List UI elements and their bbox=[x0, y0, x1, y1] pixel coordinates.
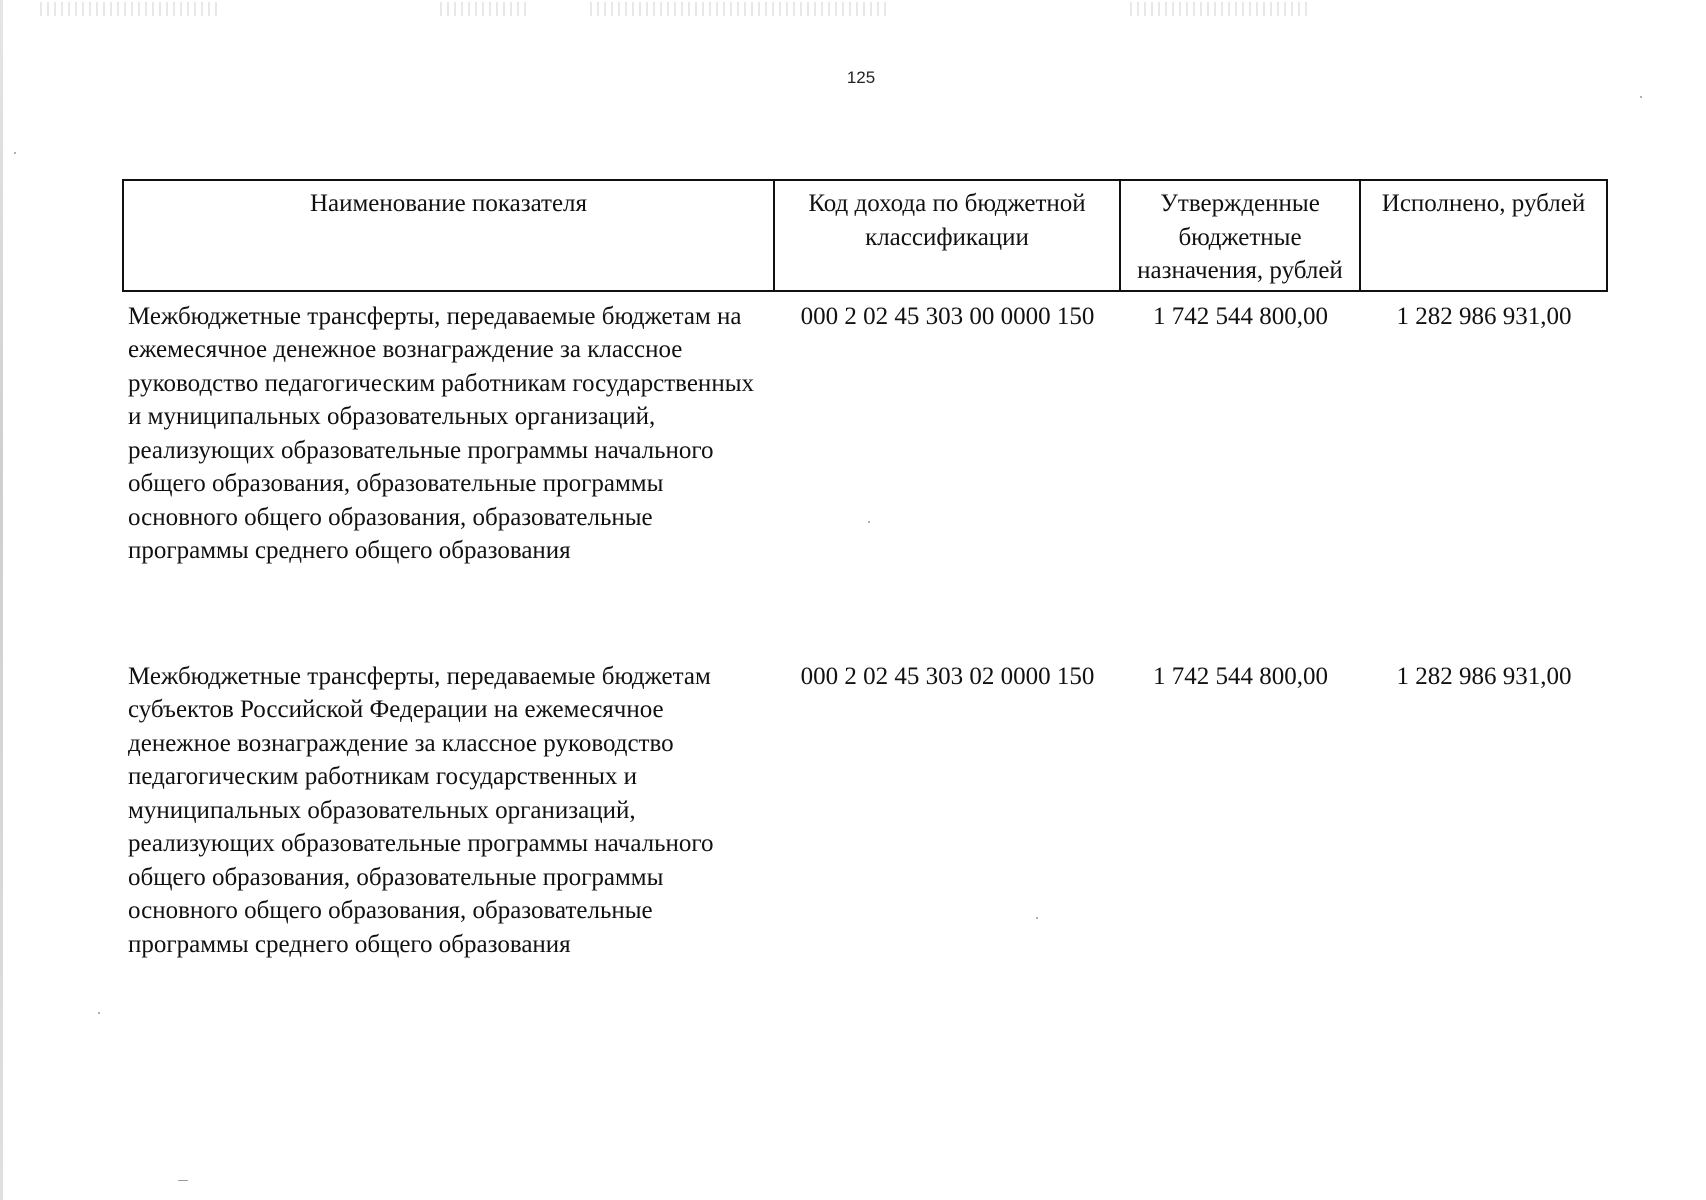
table-row bbox=[123, 652, 1607, 962]
income-code-cell: 000 2 02 45 303 02 0000 150 bbox=[800, 662, 1095, 690]
indicator-name-cell: Межбюджетные трансферты, передаваемые бюджетам субъектов Российской Федерации на ежемесячное денежное вознаграждение за классное руководство педагогическим работникам государственных и муниципальных образовательных организаций, реализующих образовательные программы начального общего образования, образовательные программы основного общего образования, образовательные программы среднего общего образования bbox=[128, 662, 714, 958]
header-executed: Исполнено, рублей bbox=[1360, 180, 1607, 291]
table-row bbox=[123, 291, 1607, 652]
header-indicator-name: Наименование показателя bbox=[123, 180, 774, 291]
header-approved-appropriations: Утвержденные бюджетные назначения, рублей bbox=[1120, 180, 1360, 291]
scan-speck bbox=[1640, 96, 1642, 98]
scan-noise-top bbox=[40, 2, 220, 16]
executed-amount-cell: 1 282 986 931,00 bbox=[1396, 302, 1572, 330]
scan-speck bbox=[178, 1180, 188, 1181]
income-code-cell: 000 2 02 45 303 00 0000 150 bbox=[800, 302, 1095, 330]
scan-noise-top bbox=[590, 2, 890, 16]
page-number: 125 bbox=[846, 68, 876, 87]
approved-amount-cell: 1 742 544 800,00 bbox=[1153, 662, 1328, 690]
table-header-row bbox=[123, 180, 1607, 291]
scan-noise-top bbox=[440, 2, 530, 16]
indicator-name-cell: Межбюджетные трансферты, передаваемые бюджетам на ежемесячное денежное вознаграждение за классное руководство педагогическим работникам государственных и муниципальных образовательных организаций, реализующих образовательные программы начального общего образования, образовательные программы основного общего образования, образовательные программы среднего общего образования bbox=[128, 302, 754, 564]
approved-amount-cell: 1 742 544 800,00 bbox=[1153, 302, 1328, 330]
scan-speck bbox=[98, 1012, 100, 1014]
scan-speck bbox=[14, 152, 16, 154]
scan-left-edge bbox=[0, 0, 3, 1200]
header-income-code: Код дохода по бюджетной классификации bbox=[774, 180, 1120, 291]
scan-noise-top bbox=[1130, 2, 1310, 16]
budget-income-table bbox=[122, 179, 1608, 961]
executed-amount-cell: 1 282 986 931,00 bbox=[1396, 662, 1572, 690]
